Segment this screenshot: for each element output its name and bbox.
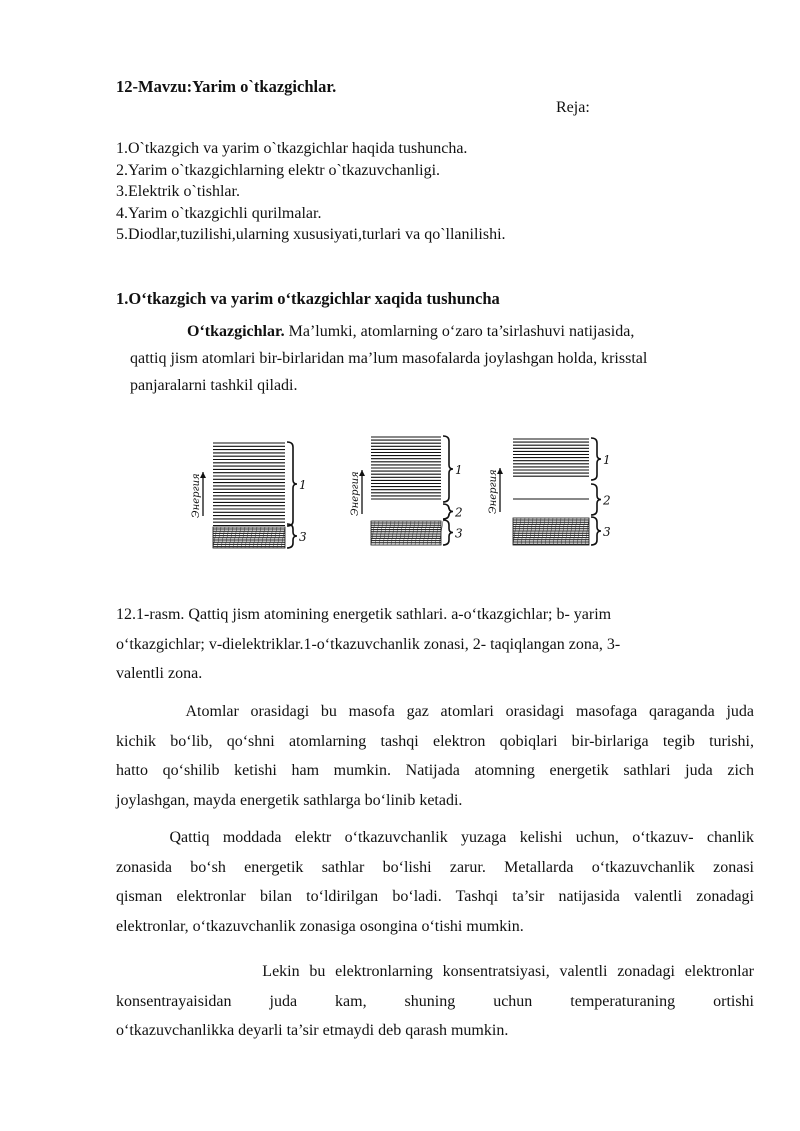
energy-band-figure [170, 430, 630, 560]
valence-band-brace [443, 520, 453, 545]
conduction-band-brace [443, 436, 453, 502]
paragraph-line: hatto qo‘shilib ketishi ham mumkin. Natijada atomning energetik sathlari juda zich [116, 762, 754, 779]
paragraph-line: elektronlar, o‘tkazuvchanlik zonasiga osongina o‘tishi mumkin. [116, 917, 524, 935]
body-paragraph [116, 957, 754, 1046]
band-label: 1 [603, 453, 611, 467]
energy-axis-label: Энергия [350, 471, 361, 516]
intro-line: qattiq jism atomlari bir-birlaridan ma’lum masofalarda joylashgan holda, krisstal [130, 350, 648, 367]
page-title: 12-Mavzu:Yarim o`tkazgichlar. [116, 77, 337, 96]
band-label: 3 [299, 530, 307, 544]
band-label: 3 [455, 526, 463, 541]
body-paragraph [116, 823, 754, 941]
paragraph-line: konsentrayaisidan juda kam, shuning uchun temperaturaning ortishi [116, 992, 754, 1010]
valence-band-brace [591, 517, 601, 545]
intro-paragraph [130, 318, 647, 399]
plan-heading: Reja: [556, 99, 590, 116]
conduction-band-brace [591, 438, 601, 480]
panel-conductor [191, 442, 307, 548]
gap-brace [591, 484, 601, 515]
paragraph-line: Lekin bu elektronlarning konsentratsiyasi, valentli zonadagi elektronlar [116, 963, 754, 980]
band-label: 1 [455, 463, 463, 477]
plan-item: 2.Yarim o`tkazgichlarning elektr o`tkazuvchanligi. [116, 161, 441, 179]
paragraph-line: Qattiq moddada elektr o‘tkazuvchanlik yuzaga kelishi uchun, o‘tkazuv- chanlik [116, 829, 754, 846]
band-label: 2 [455, 505, 463, 520]
paragraph-line: qisman elektronlar bilan to‘ldirilgan bo‘ladi. Tashqi ta’sir natijasida valentli zonadagi [116, 888, 754, 905]
paragraph-line: zonasida bo‘sh energetik sathlar bo‘lishi zarur. Metallarda o‘tkazuvchanlik zonasi [116, 858, 754, 876]
gap-brace [443, 504, 453, 519]
caption-line: 12.1-rasm. Qattiq jism atomining energetik sathlari. a-o‘tkazgichlar; b- yarim [116, 606, 612, 623]
caption-line: valentli zona. [116, 665, 203, 682]
intro-line: Ma’lumki, atomlarning o‘zaro ta’sirlashuvi natijasida, [284, 323, 635, 340]
band-label: 3 [603, 525, 611, 539]
plan-item: 5.Diodlar,tuzilishi,ularning xususiyati,turlari va qo`llanilishi. [116, 226, 506, 243]
figure-caption [116, 600, 620, 689]
term-bold: O‘tkazgichlar. [187, 323, 285, 340]
plan-list [116, 138, 506, 246]
band-label: 2 [603, 493, 611, 508]
caption-line: o‘tkazgichlar; v-dielektriklar.1-o‘tkazuvchanlik zonasi, 2- taqiqlangan zona, 3- [116, 635, 621, 653]
section-heading: 1.O‘tkazgich va yarim o‘tkazgichlar xaqida tushuncha [116, 289, 500, 308]
band-label: 1 [299, 478, 307, 492]
plan-item: 3.Elektrik o`tishlar. [116, 183, 240, 200]
paragraph-line: joylashgan, mayda energetik sathlarga bo‘linib ketadi. [116, 791, 463, 809]
body-paragraph [116, 697, 754, 815]
paragraph-line: Atomlar orasidagi bu masofa gaz atomlari orasidagi masofaga qaraganda juda [116, 703, 754, 720]
plan-item: 4.Yarim o`tkazgichli qurilmalar. [116, 204, 322, 222]
paragraph-line: o‘tkazuvchanlikka deyarli ta’sir etmaydi deb qarash mumkin. [116, 1022, 509, 1039]
paragraph-line: kichik bo‘lib, qo‘shni atomlarning tashqi elektron qobiqlari bir-birlariga tegib turishi, [116, 732, 754, 750]
valence-band-brace [287, 524, 297, 548]
energy-axis-label: Энергия [488, 469, 499, 514]
energy-axis-label: Энергия [191, 473, 202, 518]
panel-dielectric [488, 438, 611, 545]
panel-semiconductor [350, 436, 463, 545]
intro-line: panjaralarni tashkil qiladi. [130, 377, 298, 394]
plan-item: 1.O`tkazgich va yarim o`tkazgichlar haqida tushuncha. [116, 140, 468, 157]
conduction-band-brace [287, 442, 297, 526]
